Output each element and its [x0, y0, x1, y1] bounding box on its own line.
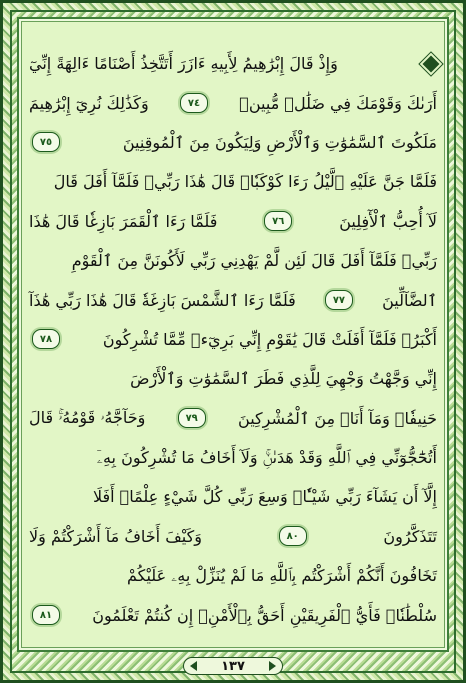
ayah-text: إِلَّآ أَن يَشَآءَ رَبِّي شَيْـٔٗاۚ وَسِعَ رَبِّي كُلَّ شَيْءٍ عِلْمًاۚ أَفَلَا	[92, 487, 437, 507]
page-number-box	[183, 657, 283, 675]
ayah-line	[29, 280, 437, 319]
ayah-text: أَكْبَرُۖ فَلَمَّآ أَفَلَتْ قَالَ يَٰقَوْمِ إِنِّي بَرِيٓءٞ مِّمَّا تُشْرِكُونَ	[102, 329, 437, 349]
ayah-text: فَلَمَّا جَنَّ عَلَيْهِ ٱلَّيْلُ رَءَا كَوْكَبٗاۖ قَالَ هَٰذَا رَبِّيۖ فَلَمَّآ أَفَلَ قَالَ	[53, 172, 437, 192]
ayah-line	[29, 595, 437, 634]
ayah-line	[29, 241, 437, 280]
ayah-line	[29, 477, 437, 516]
ayah-text: فَلَمَّا رَءَا ٱلْقَمَرَ بَازِغٗا قَالَ هَٰذَا	[29, 211, 218, 231]
ayah-number-marker: ٧٥	[32, 132, 60, 152]
ayah-text: فَلَمَّا رَءَا ٱلشَّمْسَ بَازِغَةٗ قَالَ هَٰذَا رَبِّي هَٰذَآ	[29, 290, 296, 310]
ayah-number-marker: ٨٠	[279, 526, 307, 546]
ayah-text: حَنِيفٗاۖ وَمَآ أَنَا۠ مِنَ ٱلْمُشْرِكِينَ	[238, 408, 437, 428]
page-number: ١٣٧	[221, 658, 245, 674]
ayah-number-marker: ٧٧	[325, 290, 353, 310]
ayah-number-marker: ٧٨	[32, 329, 60, 349]
ayah-line	[29, 123, 437, 162]
ayah-number-marker: ٧٦	[264, 211, 292, 231]
ayah-text: ٱلضَّآلِّينَ	[382, 290, 437, 310]
rub-el-hizb-icon	[423, 55, 440, 72]
ayah-text: تَتَذَكَّرُونَ	[383, 526, 437, 546]
triangle-right-icon	[269, 661, 276, 671]
ayah-number-marker: ٧٩	[178, 408, 206, 428]
ayah-line	[29, 438, 437, 477]
ayah-line	[29, 320, 437, 359]
quran-text-panel	[17, 17, 449, 652]
ayah-line	[29, 44, 437, 83]
text-lines	[29, 44, 437, 635]
ayah-number-marker: ٧٤	[180, 93, 208, 113]
ayah-text: سُلْطَٰنٗاۚ فَأَيُّ ٱلْفَرِيقَيْنِ أَحَقُّ بِٱلْأَمْنِۖ إِن كُنتُمْ تَعْلَمُونَ	[92, 605, 437, 625]
ayah-text: وَحَآجَّهُۥ قَوْمُهُۥۚ قَالَ	[29, 408, 146, 428]
ayah-text: رَبِّيۖ فَلَمَّآ أَفَلَ قَالَ لَئِن لَّمْ يَهْدِنِي رَبِّي لَأَكُونَنَّ مِنَ ٱلْقَوْمِ	[71, 251, 437, 271]
ayah-text: أَرَىٰكَ وَقَوْمَكَ فِي ضَلَٰلٖ مُّبِينٖ	[239, 93, 437, 113]
ayah-line	[29, 202, 437, 241]
ayah-text: إِنِّي وَجَّهْتُ وَجْهِيَ لِلَّذِي فَطَرَ ٱلسَّمَٰوَٰتِ وَٱلْأَرْضَ	[130, 369, 437, 389]
ayah-text: تَخَافُونَ أَنَّكُمْ أَشْرَكْتُم بِٱللَّهِ مَا لَمْ يُنَزِّلْ بِهِۦ عَلَيْكُمْ	[126, 565, 437, 585]
triangle-left-icon	[190, 661, 197, 671]
ayah-text: أَتُحَٰٓجُّوٓنِّي فِي ٱللَّهِ وَقَدْ هَدَىٰنِۚ وَلَآ أَخَافُ مَا تُشْرِكُونَ بِهِۦٓ	[96, 447, 437, 467]
ayah-line	[29, 556, 437, 595]
ayah-line	[29, 399, 437, 438]
ayah-text: مَلَكُوتَ ٱلسَّمَٰوَٰتِ وَٱلْأَرْضِ وَلِيَكُونَ مِنَ ٱلْمُوقِنِينَ	[122, 132, 437, 152]
ayah-text: وَإِذْ قَالَ إِبْرَٰهِيمُ لِأَبِيهِ ءَازَرَ أَتَتَّخِذُ أَصْنَامًا ءَالِهَةً إِنِّيٓ	[29, 54, 338, 74]
ayah-line	[29, 517, 437, 556]
ayah-text: وَكَيْفَ أَخَافُ مَآ أَشْرَكْتُمْ وَلَا	[29, 526, 202, 546]
ayah-text: وَكَذَٰلِكَ نُرِيٓ إِبْرَٰهِيمَ	[29, 93, 149, 113]
ayah-line	[29, 162, 437, 201]
ayah-text: لَآ أُحِبُّ ٱلْأٓفِلِينَ	[339, 211, 437, 231]
ayah-line	[29, 83, 437, 122]
ayah-number-marker: ٨١	[32, 605, 60, 625]
ayah-line	[29, 359, 437, 398]
